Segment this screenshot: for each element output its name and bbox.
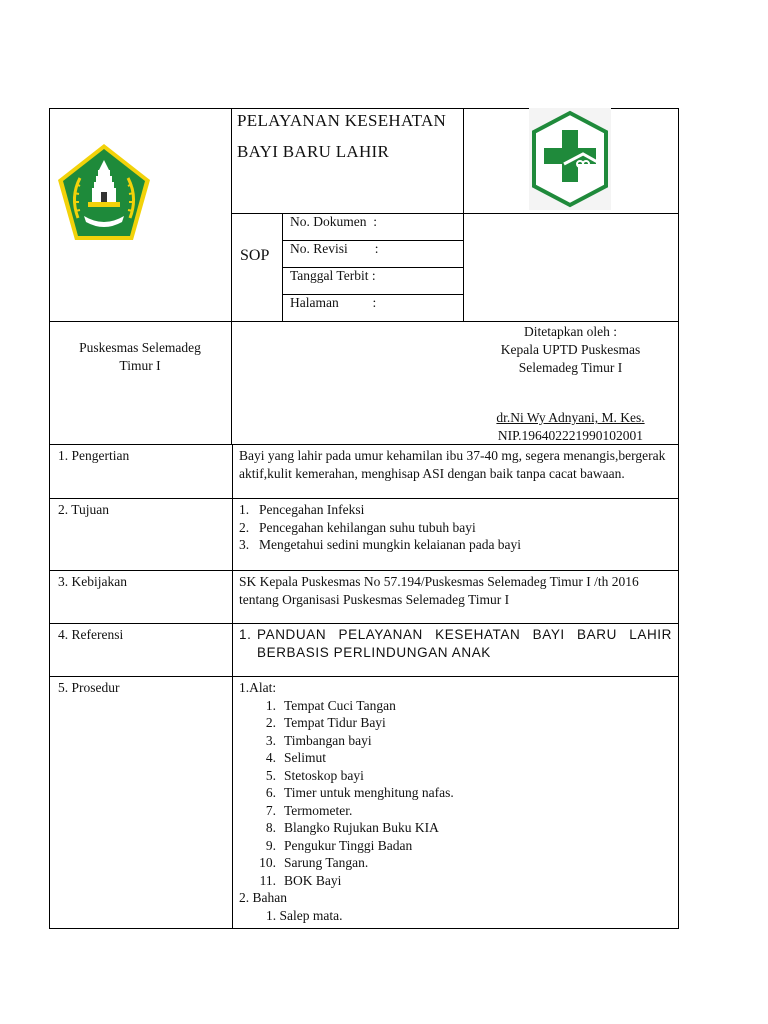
row-prosedur (50, 677, 679, 929)
list-item (239, 626, 672, 661)
item-number: 7. (265, 802, 276, 818)
approval-title-line2: Selemadeg Timur I (518, 360, 623, 375)
item-text: Blangko Rujukan Buku KIA (284, 820, 439, 835)
divider (463, 108, 464, 322)
section-label: 2. Tujuan (50, 499, 233, 571)
section-label: 4. Referensi (50, 624, 233, 677)
bahan-item: 1. Salep mata. (266, 907, 343, 923)
organization-name (49, 339, 231, 375)
prosedur-content (233, 677, 679, 929)
item-number: 10. (259, 855, 276, 870)
tujuan-content (233, 499, 679, 571)
list-item (239, 837, 672, 855)
item-text: PANDUAN PELAYANAN KESEHATAN BAYI BARU LAHIR BERBASIS PERLINDUNGAN ANAK (257, 627, 672, 660)
item-text: Tempat Tidur Bayi (284, 715, 386, 730)
alat-list (239, 697, 672, 890)
item-number: 4. (265, 750, 276, 765)
item-text: BOK Bayi (284, 872, 342, 888)
item-text: Sarung Tangan. (284, 855, 369, 870)
alat-heading: 1.Alat: (239, 680, 277, 695)
row-kebijakan (50, 571, 679, 624)
border (49, 108, 50, 445)
section-label: 3. Kebijakan (50, 571, 233, 624)
item-text: Stetoskop bayi (284, 767, 364, 783)
document-title-line1: PELAYANAN KESEHATAN (237, 111, 447, 130)
doc-number-field: No. Dokumen : (290, 214, 377, 229)
item-number: 1. (239, 627, 252, 642)
signer-nip: NIP.196402221990102001 (497, 428, 644, 443)
list-item (239, 854, 672, 872)
row-referensi (50, 624, 679, 677)
list-item (239, 732, 672, 750)
list-item (239, 767, 672, 785)
issue-date-field: Tanggal Terbit : (290, 268, 376, 283)
item-text: Pencegahan Infeksi (259, 502, 365, 517)
approval-block (463, 323, 678, 445)
page-field: Halaman : (290, 295, 377, 310)
item-number: 11. (259, 872, 276, 888)
divider (49, 321, 679, 322)
organization-name-line1: Puskesmas Selemadeg (79, 340, 201, 355)
item-number: 3. (239, 537, 250, 552)
item-text: Pencegahan kehilangan suhu tubuh bayi (259, 519, 476, 535)
document-title-line2: BAYI BARU LAHIR (237, 142, 390, 161)
item-number: 1. (265, 697, 276, 713)
item-number: 1. (239, 502, 250, 517)
sop-label: SOP (240, 247, 270, 264)
list-item (239, 819, 672, 837)
list-item (239, 714, 672, 732)
divider (231, 108, 232, 445)
section-label: 5. Prosedur (50, 677, 233, 929)
list-item (239, 872, 672, 890)
list-item (239, 697, 672, 715)
item-text: Timer untuk menghitung nafas. (284, 785, 454, 800)
item-text: Termometer. (284, 802, 353, 818)
signer-name: dr.Ni Wy Adnyani, M. Kes. (496, 410, 645, 425)
item-text: Mengetahui sedini mungkin kelaianan pada bayi (259, 537, 522, 552)
item-text: Pengukur Tinggi Badan (284, 837, 413, 853)
list-item (239, 519, 672, 537)
row-pengertian (50, 445, 679, 499)
revision-field: No. Revisi : (290, 241, 379, 256)
item-text: Timbangan bayi (284, 732, 372, 748)
approval-label: Ditetapkan oleh : (524, 324, 617, 339)
item-number: 3. (265, 732, 276, 748)
sop-header (49, 108, 679, 445)
list-item (239, 749, 672, 767)
item-text: Selimut (284, 750, 327, 765)
sop-body-table (49, 444, 679, 929)
item-text: Tempat Cuci Tangan (284, 697, 396, 713)
section-label: 1. Pengertian (50, 445, 233, 499)
item-number: 6. (265, 785, 276, 800)
bahan-heading: 2. Bahan (239, 890, 287, 905)
puskesmas-green-cross-logo (529, 108, 611, 210)
list-item (239, 784, 672, 802)
pengertian-text: Bayi yang lahir pada umur kehamilan ibu 37-40 mg, segera menangis,bergerak aktif,kulit kemerahan, menghisap ASI dengan baik tanpa cacat bawaan. (233, 445, 679, 499)
list-item (239, 501, 672, 519)
item-number: 8. (265, 820, 276, 835)
item-number: 9. (265, 837, 276, 853)
border (678, 108, 679, 445)
item-number: 2. (265, 715, 276, 730)
list-item (239, 536, 672, 554)
item-number: 5. (265, 767, 276, 783)
regency-emblem-logo (56, 142, 152, 244)
item-number: 2. (239, 519, 250, 535)
referensi-content (233, 624, 679, 677)
organization-name-line2: Timur I (119, 358, 161, 373)
row-tujuan (50, 499, 679, 571)
list-item (239, 802, 672, 820)
approval-title-line1: Kepala UPTD Puskesmas (500, 342, 641, 357)
kebijakan-text: SK Kepala Puskesmas No 57.194/Puskesmas Selemadeg Timur I /th 2016 tentang Organisasi Puskesmas Selemadeg Timur I (233, 571, 679, 624)
